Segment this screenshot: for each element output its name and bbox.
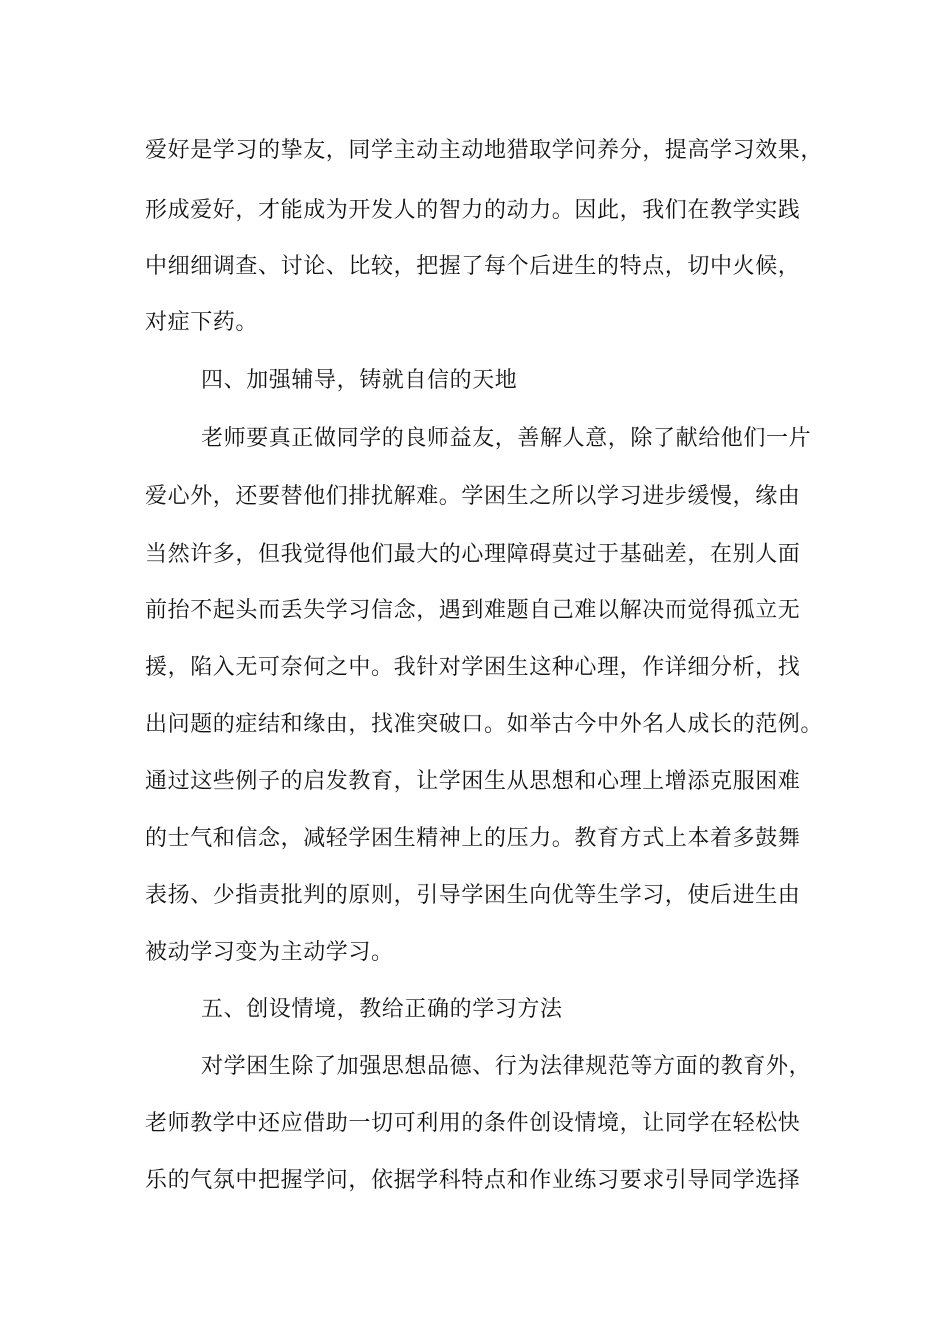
section-heading-5: 五、创设情境，教给正确的学习方法 [201, 997, 563, 1022]
paragraph-line: 形成爱好，才能成为开发人的智力的动力。因此，我们在教学实践 [145, 198, 801, 223]
paragraph-line: 出问题的症结和缘由，找准突破口。如举古今中外名人成长的范例。 [145, 712, 824, 737]
paragraph-line: 前抬不起头而丢失学习信念，遇到难题自己难以解决而觉得孤立无 [145, 598, 801, 623]
section-heading-4: 四、加强辅导，铸就自信的天地 [201, 368, 518, 393]
paragraph-line: 老师教学中还应借助一切可利用的条件创设情境，让同学在轻松快 [145, 1111, 801, 1136]
paragraph-line: 援，陷入无可奈何之中。我针对学困生这种心理，作详细分析，找 [145, 655, 801, 680]
paragraph-line: 通过这些例子的启发教育，让学困生从思想和心理上增添克服困难 [145, 769, 801, 794]
paragraph-line: 被动学习变为主动学习。 [145, 940, 394, 965]
paragraph-line: 中细细调查、讨论、比较，把握了每个后进生的特点，切中火候， [145, 254, 801, 279]
paragraph-line: 对学困生除了加强思想品德、行为法律规范等方面的教育外， [201, 1054, 812, 1079]
paragraph-line: 老师要真正做同学的良师益友，善解人意，除了献给他们一片 [201, 426, 812, 451]
paragraph-line: 表扬、少指责批判的原则，引导学困生向优等生学习，使后进生由 [145, 883, 801, 908]
paragraph-line: 当然许多，但我觉得他们最大的心理障碍莫过于基础差，在别人面 [145, 542, 801, 567]
paragraph-line: 爱心外，还要替他们排扰解难。学困生之所以学习进步缓慢，缘由 [145, 484, 801, 509]
paragraph-line: 对症下药。 [145, 310, 259, 335]
paragraph-line: 爱好是学习的挚友，同学主动主动地猎取学问养分，提高学习效果， [145, 138, 824, 163]
paragraph-line: 乐的气氛中把握学问，依据学科特点和作业练习要求引导同学选择 [145, 1168, 801, 1193]
paragraph-line: 的士气和信念，减轻学困生精神上的压力。教育方式上本着多鼓舞 [145, 826, 801, 851]
